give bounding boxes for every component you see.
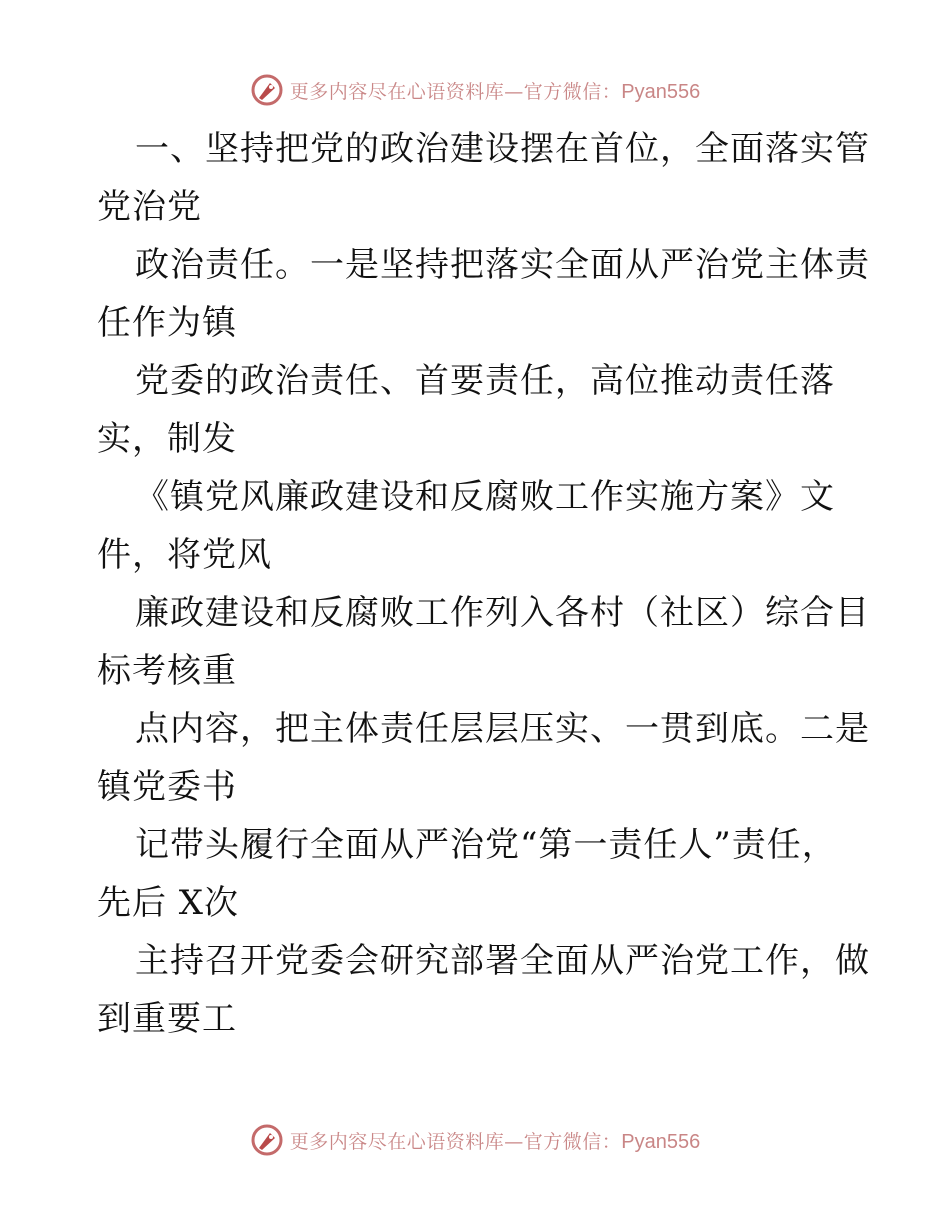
text-line: 任作为镇 <box>97 303 237 343</box>
text-line: 一、坚持把党的政治建设摆在首位，全面落实管 <box>135 129 870 169</box>
text-line: 点内容，把主体责任层层压实、一贯到底。二是 <box>135 709 870 749</box>
footer-watermark <box>0 1120 950 1160</box>
watermark-handle: Pyan556 <box>621 1130 701 1153</box>
text-line: 主持召开党委会研究部署全面从严治党工作，做 <box>135 941 870 981</box>
watermark-text: 更多内容尽在心语资料库—官方微信：Pyan556 <box>289 1130 701 1153</box>
watermark-text: 更多内容尽在心语资料库—官方微信：Pyan556 <box>289 80 701 103</box>
pen-nib-icon <box>250 73 284 107</box>
text-line: 政治责任。一是坚持把落实全面从严治党主体责 <box>135 245 870 285</box>
text-line: 镇党委书 <box>97 767 237 807</box>
text-line: 党委的政治责任、首要责任，高位推动责任落 <box>135 361 835 401</box>
text-line: 到重要工 <box>97 999 237 1039</box>
text-line: 记带头履行全面从严治党“第一责任人”责任， <box>135 825 837 865</box>
text-line: 标考核重 <box>97 651 237 691</box>
pen-nib-icon <box>250 1123 284 1157</box>
text-line: 党治党 <box>97 187 202 227</box>
watermark-handle: Pyan556 <box>621 80 701 103</box>
text-line: 件，将党风 <box>97 535 272 575</box>
text-line: 廉政建设和反腐败工作列入各村（社区）综合目 <box>135 593 870 633</box>
document-body <box>97 120 870 1048</box>
text-line: 实，制发 <box>97 419 237 459</box>
text-line: 《镇党风廉政建设和反腐败工作实施方案》文 <box>135 477 835 517</box>
header-watermark <box>0 70 950 110</box>
text-line: 先后 X次 <box>97 883 240 923</box>
